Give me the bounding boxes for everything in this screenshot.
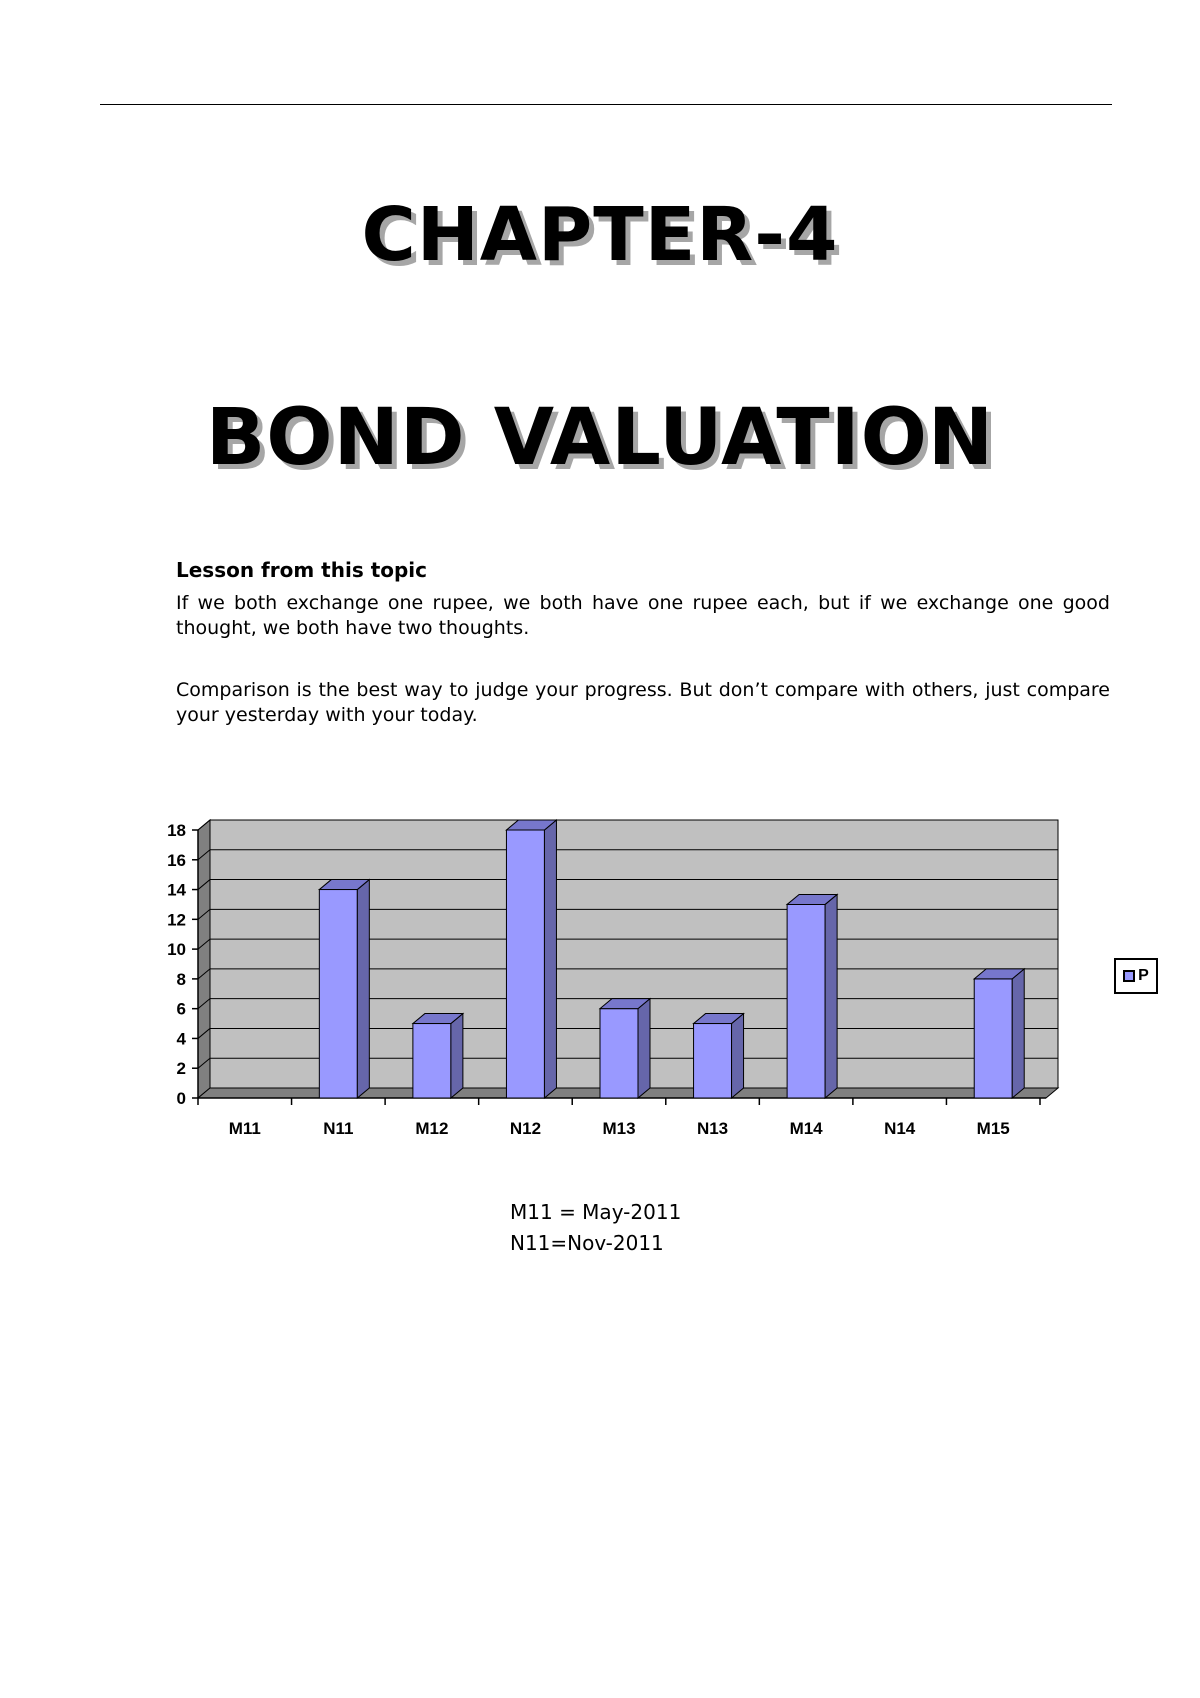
legend-swatch xyxy=(1123,970,1135,982)
bar-m13 xyxy=(600,1009,638,1098)
x-tick-label-m13: M13 xyxy=(602,1119,636,1138)
bar-side-n12 xyxy=(544,820,556,1098)
lesson-paragraph-1: If we both exchange one rupee, we both have one rupee each, but if we exchange one good thought, we both have two thoughts. xyxy=(176,592,1110,639)
bar-m15 xyxy=(974,979,1012,1098)
x-tick-label-m15: M15 xyxy=(976,1119,1010,1138)
x-tick-label-m11: M11 xyxy=(228,1119,261,1138)
y-tick-label: 14 xyxy=(167,880,186,900)
legend-label: P xyxy=(1138,967,1149,984)
header-rule xyxy=(100,104,1112,105)
y-tick-label: 0 xyxy=(176,1089,186,1108)
bar-side-n13 xyxy=(732,1014,744,1098)
bar-side-m13 xyxy=(638,999,650,1098)
bar-m12 xyxy=(413,1024,451,1098)
x-tick-label-n12: N12 xyxy=(509,1119,542,1138)
y-tick-label: 18 xyxy=(167,821,186,840)
x-tick-label-n13: N13 xyxy=(696,1119,729,1138)
bar-side-m14 xyxy=(825,894,837,1098)
y-tick-label: 16 xyxy=(167,850,186,870)
y-tick-label: 4 xyxy=(176,1029,186,1049)
chapter-title: CHAPTER-4 xyxy=(361,192,839,278)
plot-side-wall xyxy=(198,820,210,1098)
bar-n13 xyxy=(694,1024,732,1098)
bar-side-n11 xyxy=(357,880,369,1098)
bar-side-m12 xyxy=(451,1014,463,1098)
bar-side-m15 xyxy=(1012,969,1024,1098)
lesson-heading: Lesson from this topic xyxy=(176,558,428,582)
y-tick-label: 2 xyxy=(176,1059,186,1079)
bar-chart xyxy=(140,800,1080,1160)
y-tick-label: 12 xyxy=(167,910,186,930)
abbreviation-note-1: M11 = May-2011 xyxy=(510,1200,682,1224)
bar-m14 xyxy=(787,904,825,1098)
y-tick-label: 6 xyxy=(176,999,186,1019)
x-tick-label-m14: M14 xyxy=(789,1119,823,1138)
abbreviation-note-2: N11=Nov-2011 xyxy=(510,1231,664,1255)
x-tick-label-m12: M12 xyxy=(415,1119,449,1138)
chart-legend xyxy=(1114,958,1158,994)
bar-n11 xyxy=(319,890,357,1098)
main-title: BOND VALUATION xyxy=(205,393,995,483)
bar-n12 xyxy=(506,830,544,1098)
x-tick-label-n11: N11 xyxy=(323,1119,354,1138)
x-tick-label-n14: N14 xyxy=(884,1119,916,1138)
lesson-paragraph-2: Comparison is the best way to judge your progress. But don’t compare with others, just compare your yesterday with your today. xyxy=(176,679,1110,726)
y-tick-label: 10 xyxy=(167,940,186,960)
y-tick-label: 8 xyxy=(176,969,186,989)
